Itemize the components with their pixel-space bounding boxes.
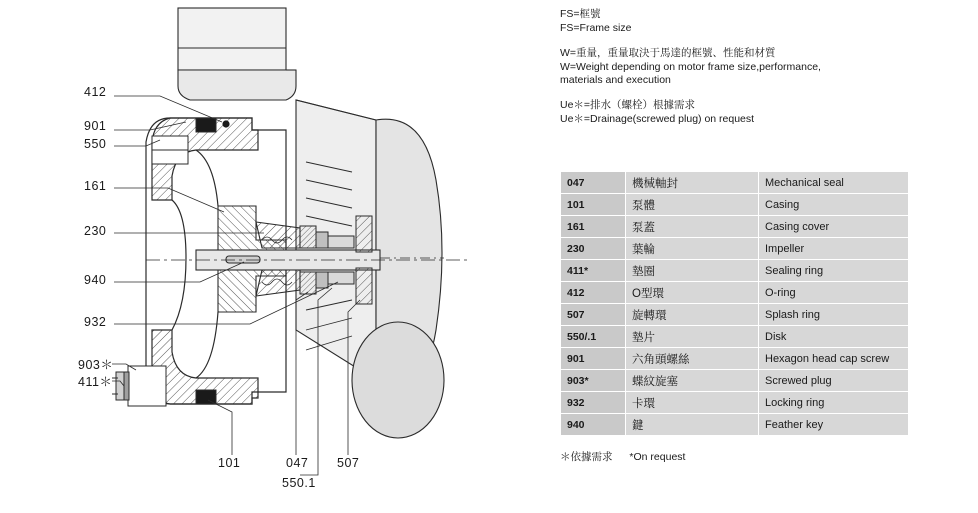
table-row xyxy=(561,348,909,370)
part-name-en: Screwed plug xyxy=(759,370,909,392)
label-903: 903＊ xyxy=(78,358,114,372)
part-name-zh: 蝶紋旋塞 xyxy=(626,370,759,392)
label-230: 230 xyxy=(84,224,107,238)
part-code: 411* xyxy=(561,260,626,282)
part-code: 932 xyxy=(561,392,626,414)
table-row xyxy=(561,370,909,392)
sealing-ring xyxy=(124,372,129,400)
o-ring-group xyxy=(222,120,229,127)
table-row xyxy=(561,326,909,348)
table-row xyxy=(561,194,909,216)
footnote-zh: ＊依據需求 xyxy=(560,451,613,463)
fan-cover-end xyxy=(352,322,444,438)
label-940: 940 xyxy=(84,273,107,287)
part-name-zh: 卡環 xyxy=(626,392,759,414)
table-row xyxy=(561,392,909,414)
part-name-en: Impeller xyxy=(759,238,909,260)
part-name-zh: 機械軸封 xyxy=(626,172,759,194)
part-name-en: Feather key xyxy=(759,414,909,436)
note-fs-en: FS=Frame size xyxy=(560,21,632,34)
table-row xyxy=(561,260,909,282)
disk-lower xyxy=(356,268,372,304)
label-412: 412 xyxy=(84,85,107,99)
part-name-zh: 鍵 xyxy=(626,414,759,436)
table-row xyxy=(561,172,909,194)
note-drainage xyxy=(560,99,960,127)
part-code: 903* xyxy=(561,370,626,392)
legend-notes xyxy=(560,8,960,138)
label-550-1: 550.1 xyxy=(282,476,316,490)
splash-ring-lower xyxy=(316,272,328,288)
part-name-en: Casing cover xyxy=(759,216,909,238)
impeller-upper xyxy=(256,222,300,248)
drain-boss xyxy=(128,366,166,406)
part-name-zh: 旋轉環 xyxy=(626,304,759,326)
part-code: 412 xyxy=(561,282,626,304)
note-weight xyxy=(560,47,960,89)
part-name-zh: 泵蓋 xyxy=(626,216,759,238)
part-name-zh: 泵體 xyxy=(626,194,759,216)
note-ue-en: Ue＊=Drainage(screwed plug) on request xyxy=(560,113,755,126)
part-code: 901 xyxy=(561,348,626,370)
part-name-zh: 墊圈 xyxy=(626,260,759,282)
label-101: 101 xyxy=(218,456,241,470)
disk-upper xyxy=(356,216,372,252)
part-code: 230 xyxy=(561,238,626,260)
footnote-en: *On request xyxy=(629,451,686,463)
table-row xyxy=(561,282,909,304)
label-932: 932 xyxy=(84,315,107,329)
part-code: 507 xyxy=(561,304,626,326)
part-code: 940 xyxy=(561,414,626,436)
note-ue-zh: Ue＊=排水（螺栓）根據需求 xyxy=(560,99,696,112)
parts-list-table xyxy=(560,171,909,436)
part-name-zh: O型環 xyxy=(626,282,759,304)
part-name-zh: 墊片 xyxy=(626,326,759,348)
locking-ring-lower xyxy=(328,272,354,284)
drain-plug-group xyxy=(112,366,166,406)
part-name-en: Locking ring xyxy=(759,392,909,414)
mechanical-seal-lower xyxy=(300,272,316,294)
part-name-en: Disk xyxy=(759,326,909,348)
bolt-head-bottom xyxy=(196,390,216,404)
table-row xyxy=(561,216,909,238)
o-ring-marker xyxy=(222,120,229,127)
terminal-box-base xyxy=(178,70,296,100)
part-name-en: O-ring xyxy=(759,282,909,304)
part-code: 161 xyxy=(561,216,626,238)
feather-key xyxy=(226,256,260,263)
label-411: 411＊ xyxy=(78,375,113,389)
part-code: 550/.1 xyxy=(561,326,626,348)
part-name-zh: 六角頭螺絲 xyxy=(626,348,759,370)
label-507: 507 xyxy=(337,456,360,470)
note-w-en1: W=Weight depending on motor frame size,performance, xyxy=(560,60,821,73)
label-161: 161 xyxy=(84,179,107,193)
part-name-en: Hexagon head cap screw xyxy=(759,348,909,370)
part-name-en: Casing xyxy=(759,194,909,216)
mechanical-seal-upper xyxy=(300,226,316,248)
splash-ring-upper xyxy=(316,232,328,248)
label-901: 901 xyxy=(84,119,107,133)
part-name-en: Sealing ring xyxy=(759,260,909,282)
part-name-en: Mechanical seal xyxy=(759,172,909,194)
locking-ring-upper xyxy=(328,236,354,248)
part-name-zh: 葉輪 xyxy=(626,238,759,260)
note-w-en2: materials and execution xyxy=(560,74,671,87)
bolt-head-top xyxy=(196,118,216,132)
part-code: 047 xyxy=(561,172,626,194)
table-row xyxy=(561,304,909,326)
part-code: 101 xyxy=(561,194,626,216)
note-fs-zh: FS=框號 xyxy=(560,8,601,20)
note-frame-size xyxy=(560,8,960,36)
table-row xyxy=(561,414,909,436)
note-w-zh: W=重量，重量取決于馬達的框號、性能和材質 xyxy=(560,46,776,59)
table-footnote xyxy=(560,449,699,464)
part-name-en: Splash ring xyxy=(759,304,909,326)
table-row xyxy=(561,238,909,260)
terminal-box xyxy=(178,8,286,70)
label-550: 550 xyxy=(84,137,107,151)
label-047: 047 xyxy=(286,456,309,470)
